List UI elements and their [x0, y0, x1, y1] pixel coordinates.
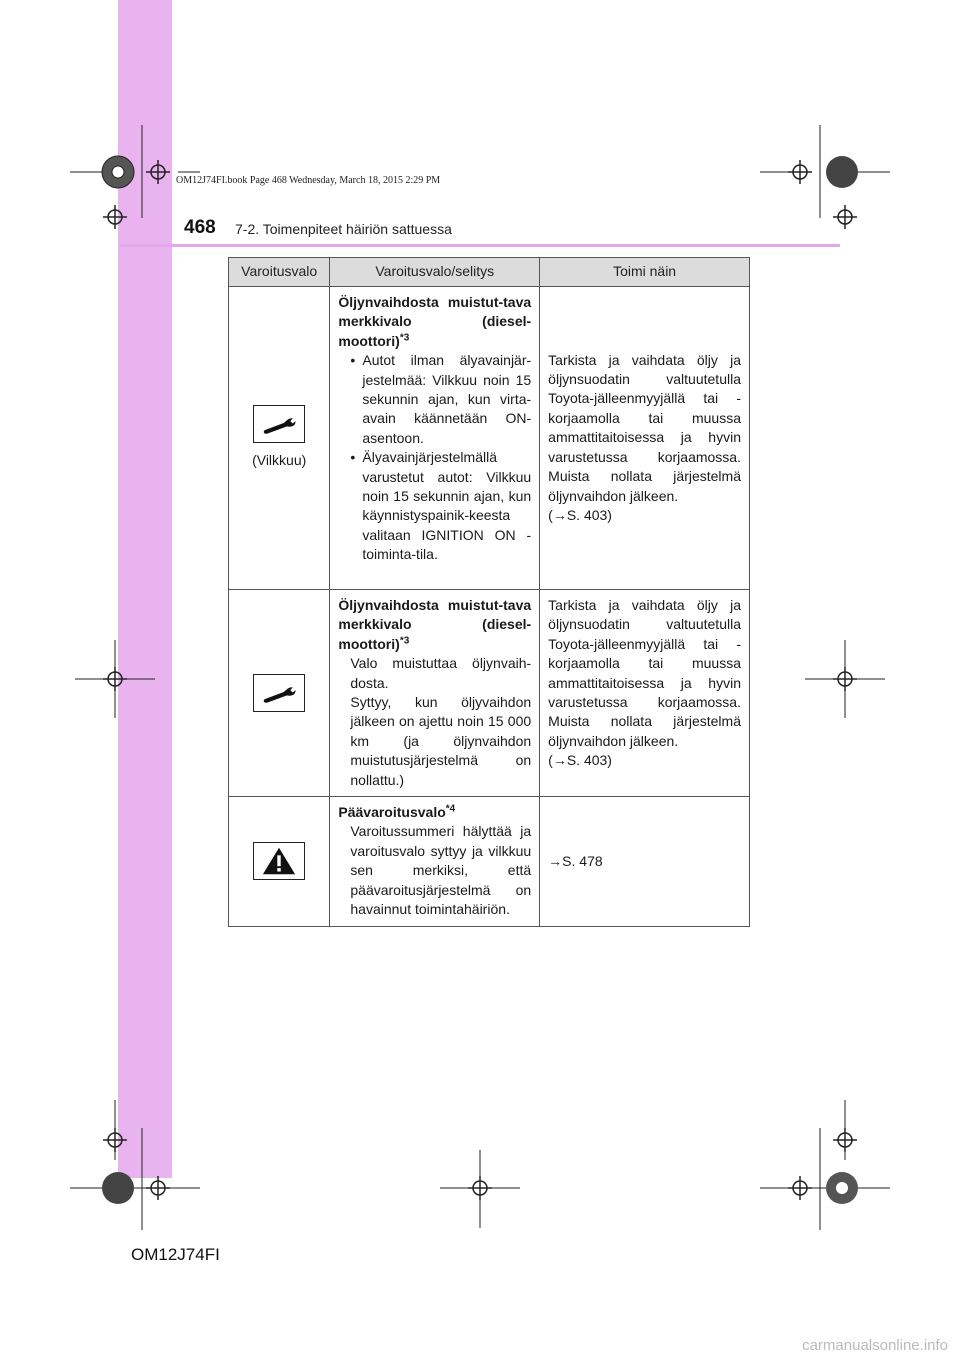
light-title: Öljynvaihdosta muistut-tava merkkivalo (diesel-moottori)$^{*3}$ [338, 294, 532, 349]
page-reference: →S. 478 [548, 852, 603, 869]
light-title: Päävaroitusvalo$^{*4}$ [338, 803, 456, 821]
warning-light-cell [229, 287, 330, 590]
action-text: Tarkista ja vaihdata öljy ja öljynsuodatin valtuutetulla Toyota-jälleenmyyjällä tai -korjaamolla tai muussa ammattitaitoisessa ja hyvin varustetussa korjaamossa. Muista nollata järjestelmä öljynvaihdon jälkeen. [548, 351, 741, 504]
corner-rosette [826, 156, 858, 188]
action-cell [540, 590, 750, 797]
column-header-description: Varoitusvalo/selitys [330, 258, 540, 287]
corner-rosette [102, 156, 134, 188]
list-item: • Älyavainjärjestelmällä varustetut autot: Vilkkuu noin 15 sekunnin ajan, kun käynnistyspainik-keesta valitaan IGNITION ON -toiminta-tila. [350, 448, 531, 564]
bullet-list [338, 351, 531, 564]
description-cell [330, 590, 540, 797]
column-header-action: Toimi näin [540, 258, 750, 287]
list-item: • Autot ilman älyavainjär-jestelmää: Vilkkuu noin 15 sekunnin ajan, kun virta-avain käännetään ON-asentoon. [350, 351, 531, 448]
table-row [229, 797, 750, 926]
warning-triangle-icon [253, 842, 305, 880]
table-row [229, 287, 750, 590]
page-reference: (→S. 403) [548, 506, 612, 523]
table-row [229, 590, 750, 797]
description-text: Varoitussummeri hälyttää ja varoitusvalo syttyy ja vilkkuu sen merkiksi, että päävaroitusjärjestelmä on havainnut toimintahäiriön. [350, 823, 532, 918]
corner-rosette [102, 1172, 134, 1204]
print-info: OM12J74FI.book Page 468 Wednesday, March 18, 2015 2:29 PM [176, 175, 441, 186]
watermark: carmanualsonline.info [802, 1337, 948, 1354]
warning-light-cell [229, 797, 330, 926]
description-text: Valo muistuttaa öljynvaih-dosta. Syttyy, kun öljyvaihdon jälkeen on ajettu noin 15 000 km (ja öljynvaihdon muistutusjärjestelmä on nollattu.) [350, 655, 532, 788]
section-title: 7-2. Toimenpiteet häiriön sattuessa [235, 221, 452, 237]
warning-light-table [228, 257, 750, 927]
description-cell [330, 287, 540, 590]
action-text: Tarkista ja vaihdata öljy ja öljynsuodatin valtuutetulla Toyota-jälleenmyyjällä tai -korjaamolla tai muussa ammattitaitoisessa ja hyvin varustetussa korjaamossa. Muista nollata järjestelmä öljynvaihdon jälkeen. [548, 597, 741, 749]
light-title: Öljynvaihdosta muistut-tava merkkivalo (diesel-moottori)$^{*3}$ [338, 597, 532, 652]
corner-rosette [826, 1172, 858, 1204]
icon-caption: (Vilkkuu) [252, 452, 307, 469]
page-reference: (→S. 403) [548, 752, 612, 769]
action-cell [540, 797, 750, 926]
table-header-row [229, 258, 750, 287]
warning-light-cell [229, 590, 330, 797]
header-rule [120, 244, 840, 247]
wrench-icon [253, 674, 305, 712]
document-code: OM12J74FI [131, 1245, 220, 1264]
wrench-icon [253, 405, 305, 443]
page-number: 468 [184, 217, 216, 238]
column-header-warning-light: Varoitusvalo [229, 258, 330, 287]
action-cell [540, 287, 750, 590]
description-cell [330, 797, 540, 926]
